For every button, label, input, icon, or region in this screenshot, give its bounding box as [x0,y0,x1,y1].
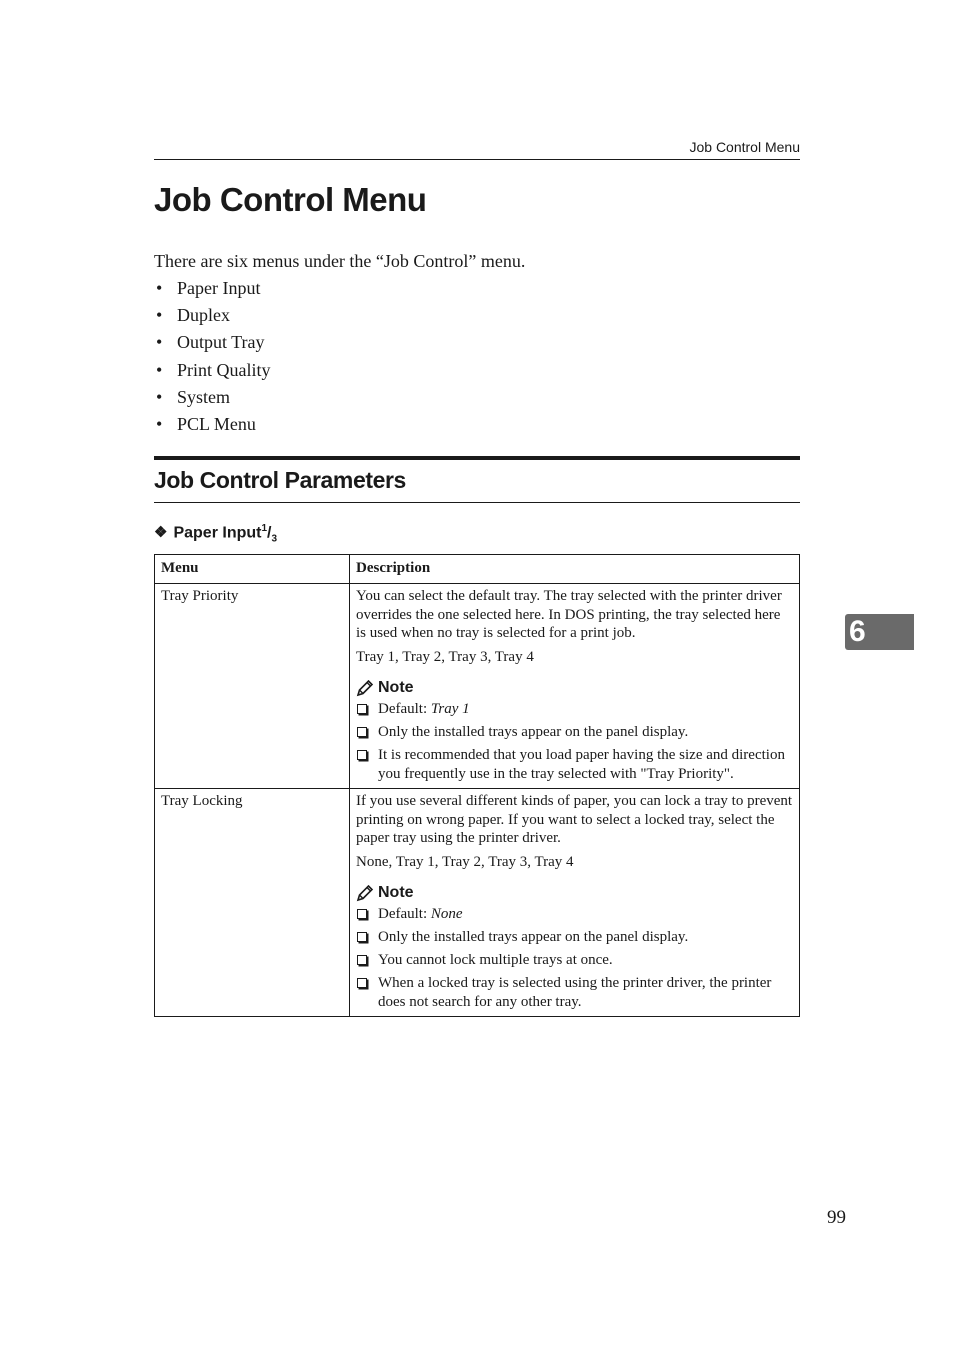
note-label: Note [378,679,414,696]
menu-list [154,277,271,440]
note-text: It is recommended that you load paper having the size and direction you frequently use in the tray selected with "Tray Priority". [378,747,785,782]
setting-values: Tray 1, Tray 2, Tray 3, Tray 4 [356,648,534,665]
bullet-icon: • [156,305,163,326]
bullet-icon: • [156,332,163,353]
note-label: Note [378,884,414,901]
note-text: Only the installed trays appear on the panel display. [378,929,689,945]
list-item [154,386,271,413]
chapter-tab [845,614,914,650]
note-list [356,700,793,783]
subsection-heading [154,518,277,551]
bullet-icon: • [156,386,163,407]
setting-values: None, Tray 1, Tray 2, Tray 3, Tray 4 [356,853,574,870]
description-cell [350,789,800,1017]
subsection-label: Paper Input [173,524,262,542]
list-item [154,304,271,331]
note-text: You cannot lock multiple trays at once. [378,952,613,968]
pencil-icon [356,884,374,902]
list-item [356,746,793,783]
list-item [154,331,271,358]
page-number: 99 [827,1207,846,1228]
subsection-total: 3 [271,533,278,545]
running-header: Job Control Menu [689,139,800,155]
list-item [356,700,793,719]
section-bar [154,456,800,460]
pencil-icon [356,679,374,697]
note-text: Only the installed trays appear on the panel display. [378,724,689,740]
list-item [356,974,793,1011]
bullet-icon: • [156,413,163,434]
column-header-menu: Menu [155,555,350,584]
subsection-separator: / [267,524,272,542]
default-value: None [430,906,463,922]
list-item-label: Output Tray [177,332,265,353]
intro-text: There are six menus under the “Job Control” menu. [154,251,526,271]
checkbox-icon [357,932,367,942]
note-text: When a locked tray is selected using the printer driver, the printer does not search for any other tray. [378,975,772,1010]
list-item-label: Print Quality [177,359,271,380]
checkbox-icon [357,978,367,988]
default-label: Default: [378,906,431,922]
table-header-row [155,555,800,584]
section-rule [154,502,800,503]
list-item-label: Duplex [177,305,230,326]
page-title: Job Control Menu [154,181,427,218]
checkbox-icon [357,704,367,714]
parameters-table [154,554,800,1017]
list-item-label: Paper Input [177,278,261,298]
list-item [154,277,271,304]
default-label: Default: [378,701,431,717]
bullet-icon: • [156,359,163,380]
note-list [356,905,793,1011]
subsection-page: 1 [261,523,268,534]
list-item [154,359,271,386]
section-title: Job Control Parameters [154,467,406,493]
list-item [356,928,793,947]
column-header-description: Description [350,555,800,584]
checkbox-icon [357,909,367,919]
default-value: Tray 1 [430,701,470,717]
list-item-label: PCL Menu [177,413,256,434]
description-text: You can select the default tray. The tray selected with the printer driver overrides the one selected here. In DOS printing, the tray selected here is used when no tray is selected for a print job. [356,588,782,641]
description-text: If you use several different kinds of paper, you can lock a tray to prevent printing on wrong paper. If you want to select a locked tray, select the paper tray using the printer driver. [356,793,793,846]
list-item [356,951,793,970]
list-item [154,413,271,440]
list-item [356,905,793,924]
header-rule [154,159,800,160]
checkbox-icon [357,727,367,737]
bullet-icon: • [156,278,163,298]
menu-cell: Tray Locking [155,789,350,1017]
table-row [155,584,800,789]
list-item [356,723,793,742]
note-heading [356,678,793,698]
table-row [155,789,800,1017]
checkbox-icon [357,750,367,760]
description-cell [350,584,800,789]
list-item-label: System [177,386,231,407]
note-heading [356,883,793,903]
chapter-number: 6 [849,615,866,648]
checkbox-icon [357,955,367,965]
diamond-icon: ❖ [154,524,168,542]
menu-cell: Tray Priority [155,584,350,789]
